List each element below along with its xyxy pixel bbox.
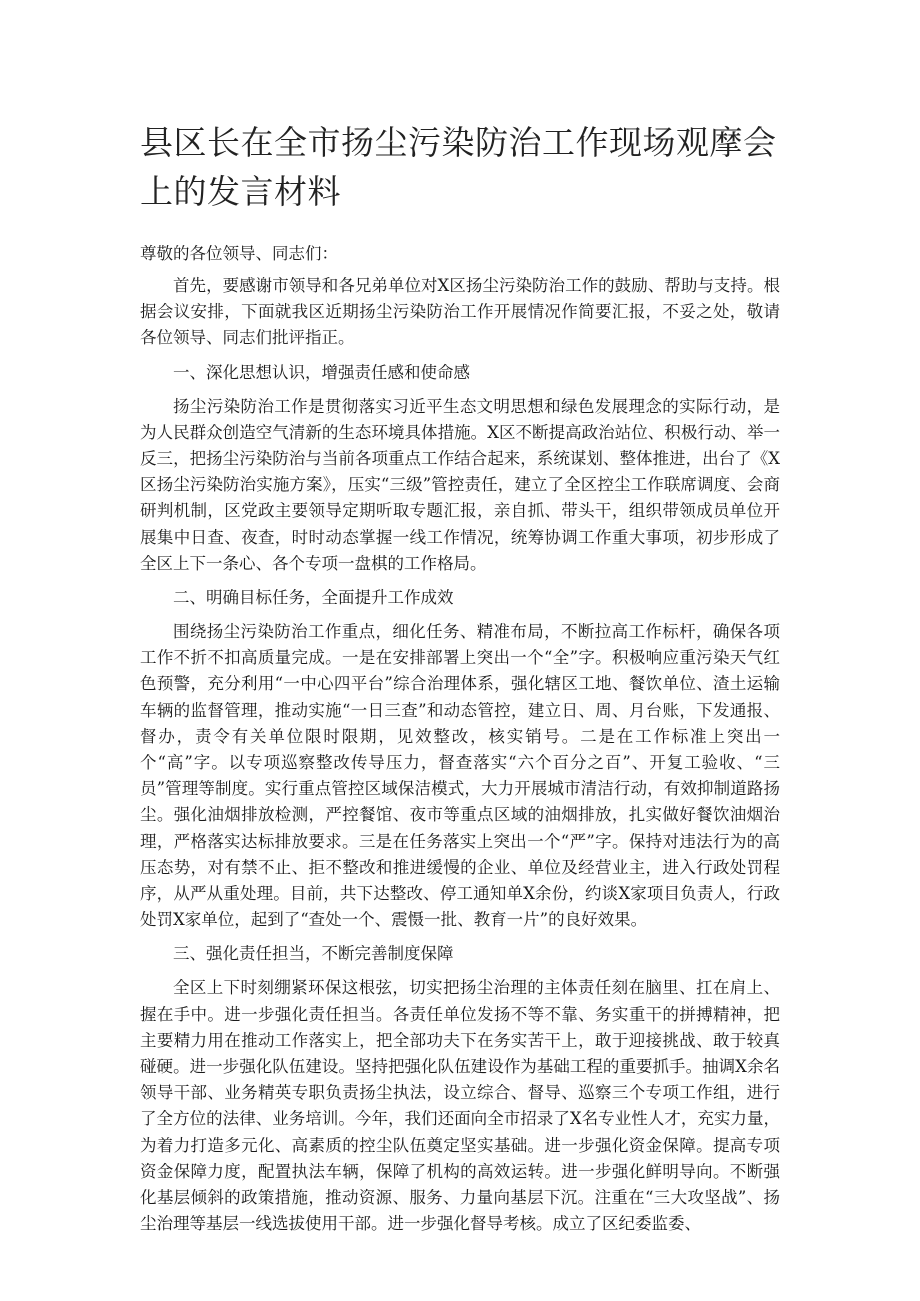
section-2-body: 围绕扬尘污染防治工作重点，细化任务、精准布局，不断拉高工作标杆，确保各项工作不折不扣高质量完成。一是在安排部署上突出一个“全”字。积极响应重污染天气红色预警，充分利用“一中心四平台”综合治理体系，强化辖区工地、餐饮单位、渣土运输车辆的监督管理，推动实施“一日三查”和动态管控，建立日、周、月台账，下发通报、督办，责令有关单位限时限期，见效整改，核实销号。二是在工作标准上突出一个“高”字。以专项巡察整改传导压力，督查落实“六个百分之百”、开复工验收、“三员”管理等制度。实行重点管控区域保洁模式，大力开展城市清洁行动，有效抑制道路扬尘。强化油烟排放检测，严控餐馆、夜市等重点区域的油烟排放，扎实做好餐饮油烟治理，严格落实达标排放要求。三是在任务落实上突出一个“严”字。保持对违法行为的高压态势，对有禁不止、拒不整改和推进缓慢的企业、单位及经营业主，进入行政处罚程序，从严从重处理。目前，共下达整改、停工通知单X余份，约谈X家项目负责人，行政处罚X家单位，起到了“查处一个、震慑一批、教育一片”的良好效果。 bbox=[140, 622, 780, 930]
section-1-body: 扬尘污染防治工作是贯彻落实习近平生态文明思想和绿色发展理念的实际行动，是为人民群众创造空气清新的生态环境具体措施。X区不断提高政治站位、积极行动、举一反三，把扬尘污染防治与当前各项重点工作结合起来，系统谋划、整体推进，出台了《X区扬尘污染防治实施方案》，压实“三级”管控责任，建立了全区控尘工作联席调度、会商研判机制，区党政主要领导定期听取专题汇报，亲自抓、带头干，组织带领成员单位开展集中日查、夜查，时时动态掌握一线工作情况，统筹协调工作重大事项，初步形成了全区上下一条心、各个专项一盘棋的工作格局。 bbox=[140, 396, 780, 573]
section-2-heading: 二、明确目标任务，全面提升工作成效 bbox=[173, 588, 454, 608]
section-3-body: 全区上下时刻绷紧环保这根弦，切实把扬尘治理的主体责任刻在脑里、扛在肩上、握在手中。进一步强化责任担当。各责任单位发扬不等不靠、务实重干的拼搏精神，把主要精力用在推动工作落实上，把全部功夫下在务实苦干上，敢于迎接挑战、敢于较真碰硬。进一步强化队伍建设。坚持把强化队伍建设作为基础工程的重要抓手。抽调X余名领导干部、业务精英专职负责扬尘执法，设立综合、督导、巡察三个专项工作组，进行了全方位的法律、业务培训。今年，我们还面向全市招录了X名专业性人才，充实力量，为着力打造多元化、高素质的控尘队伍奠定坚实基础。进一步强化资金保障。提高专项资金保障力度，配置执法车辆，保障了机构的高效运转。进一步强化鲜明导向。不断强化基层倾斜的政策措施，推动资源、服务、力量向基层下沉。注重在“三大攻坚战”、扬尘治理等基层一线选拔使用干部。进一步强化督导考核。成立了区纪委监委、 bbox=[140, 978, 780, 1234]
section-3-heading: 三、强化责任担当，不断完善制度保障 bbox=[173, 944, 454, 964]
salutation: 尊敬的各位领导、同志们： bbox=[140, 244, 338, 263]
document-page bbox=[140, 118, 780, 1246]
document-title: 县区长在全市扬尘污染防治工作现场观摩会上的发言材料 bbox=[140, 123, 777, 211]
section-1-heading: 一、深化思想认识，增强责任感和使命感 bbox=[173, 362, 470, 382]
intro-paragraph: 首先，要感谢市领导和各兄弟单位对X区扬尘污染防治工作的鼓励、帮助与支持。根据会议安排，下面就我区近期扬尘污染防治工作开展情况作简要汇报，不妥之处，敬请各位领导、同志们批评指正。 bbox=[140, 276, 780, 348]
